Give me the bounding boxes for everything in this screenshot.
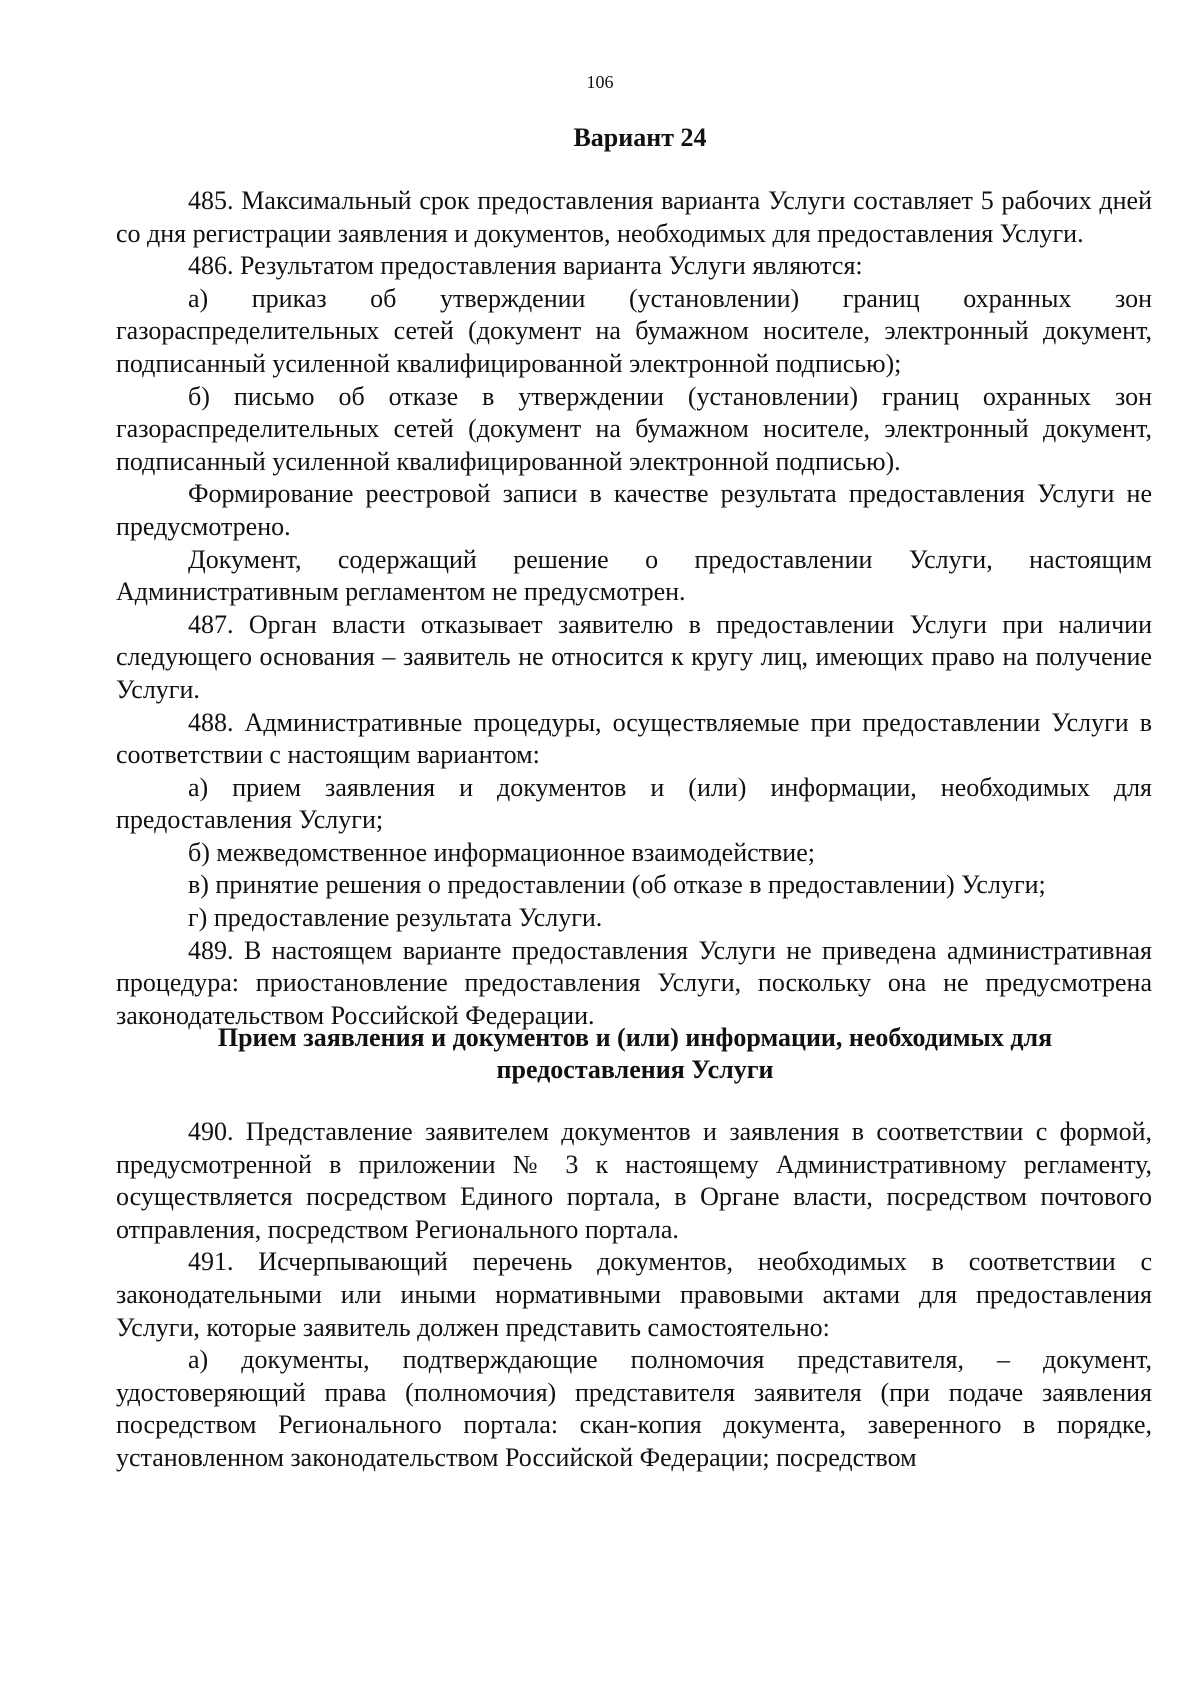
paragraph-488-item-v: в) принятие решения о предоставлении (об отказе в предоставлении) Услуги; bbox=[188, 870, 1046, 900]
paragraph-488: 488. Административные процедуры, осуществляемые при предоставлении Услуги в соответствии с настоящим вариантом: bbox=[116, 707, 1152, 770]
paragraph-489: 489. В настоящем варианте предоставления Услуги не приведена административная процедура: приостановление предоставления Услуги, поскольку она не предусмотрена законодательством Российской Федерации. bbox=[116, 935, 1152, 1030]
body-text-after-heading bbox=[116, 1116, 1152, 1475]
paragraph-registry-record: Формирование реестровой записи в качестве результата предоставления Услуги не предусмотрено. bbox=[116, 479, 1152, 541]
paragraph-488-item-g: г) предоставление результата Услуги. bbox=[188, 903, 603, 933]
paragraph-486-item-b: б) письмо об отказе в утверждении (установлении) границ охранных зон газораспределительных сетей (документ на бумажном носителе, электронный документ, подписанный усиленной квалифицированной электронной подписью). bbox=[116, 381, 1152, 476]
paragraph-488-item-b: б) межведомственное информационное взаимодействие; bbox=[188, 837, 815, 867]
paragraph-486: 486. Результатом предоставления варианта Услуги являются: bbox=[188, 251, 863, 281]
paragraph-491-item-a: а) документы, подтверждающие полномочия представителя, – документ, удостоверяющий права (полномочия) представителя заявителя (при подаче заявления посредством Регионального портала: скан-копия документа, заверенного в порядке, установленном законодательством Российской Федерации; посредством bbox=[116, 1345, 1152, 1472]
variant-title: Вариант 24 bbox=[573, 123, 707, 152]
section-heading: Прием заявления и документов и (или) информации, необходимых для предоставления Услуги bbox=[217, 1023, 1053, 1084]
paragraph-490: 490. Представление заявителем документов и заявления в соответствии с формой, предусмотренной в приложении № 3 к настоящему Административному регламенту, осуществляется посредством Единого портала, в Органе власти, посредством почтового отправления, посредством Регионального портала. bbox=[116, 1117, 1152, 1244]
paragraph-487: 487. Орган власти отказывает заявителю в предоставлении Услуги при наличии следующего основания – заявитель не относится к кругу лиц, имеющих право на получение Услуги. bbox=[116, 609, 1152, 704]
body-text-before-heading bbox=[116, 185, 1152, 1032]
paragraph-486-item-a: а) приказ об утверждении (установлении) границ охранных зон газораспределительных сетей (документ на бумажном носителе, электронный документ, подписанный усиленной квалифицированной электронной подписью); bbox=[116, 283, 1152, 378]
paragraph-decision-document: Документ, содержащий решение о предоставлении Услуги, настоящим Административным регламентом не предусмотрен. bbox=[116, 544, 1152, 607]
page-number: 106 bbox=[586, 72, 614, 92]
paragraph-488-item-a: а) прием заявления и документов и (или) информации, необходимых для предоставления Услуги; bbox=[116, 772, 1152, 835]
paragraph-485: 485. Максимальный срок предоставления варианта Услуги составляет 5 рабочих дней со дня регистрации заявления и документов, необходимых для предоставления Услуги. bbox=[116, 186, 1152, 248]
paragraph-491: 491. Исчерпывающий перечень документов, необходимых в соответствии с законодательными или иными нормативными правовыми актами для предоставления Услуги, которые заявитель должен представить самостоятельно: bbox=[116, 1247, 1152, 1342]
